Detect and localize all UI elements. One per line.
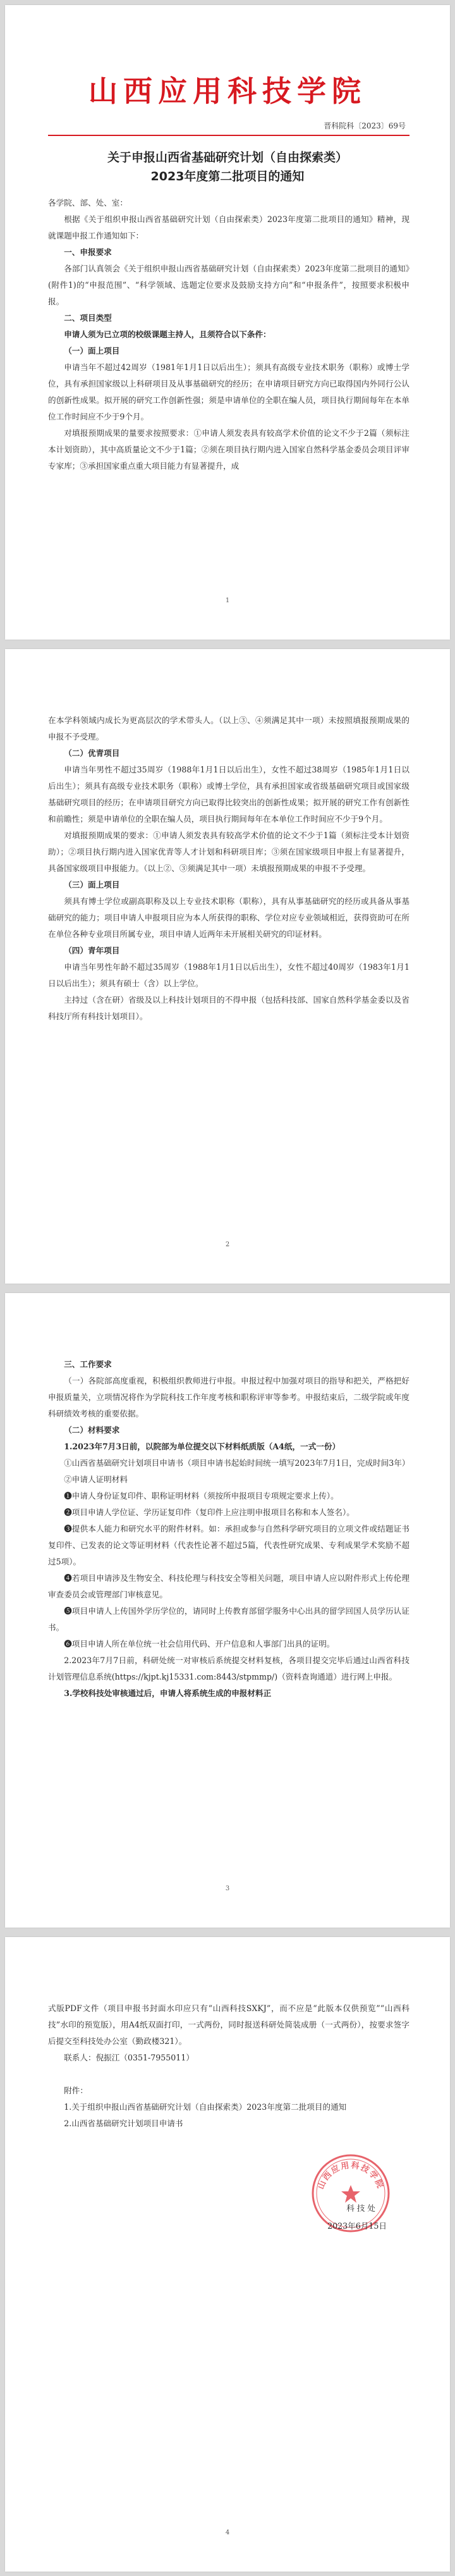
paragraph: 二、项目类型 (64, 313, 112, 323)
paragraph: 2.山西省基础研究计划项目申请书 (64, 2119, 183, 2128)
paragraph: 1.关于组织申报山西省基础研究计划（自由探索类）2023年度第二批项目的通知 (64, 2102, 347, 2112)
paragraph: （二）优青项目 (64, 748, 120, 758)
paragraph: 在本学科领域内成长为更高层次的学术带头人。（以上③、④须满足其中一项）未按照填报预期成果的申报不予受理。 (48, 715, 410, 741)
paragraph: ❶申请人身份证复印件、职称证明材料（须按所申报项目专项规定要求上传）。 (64, 1491, 339, 1501)
paragraph: 对填报预期成果的量要求按照要求：①申请人须发表具有较高学术价值的论文不少于2篇（须标注本计划资助），其中高质量论文不少于1篇；②须在项目执行期内进入国家自然科学基金委员会项目评审专家库；③承担国家重点重大项目能力有显著提升，成 (48, 428, 410, 471)
page-number: 3 (225, 1885, 230, 1892)
paragraph: ❹若项目申请涉及生物安全、科技伦理与科技安全等相关问题，项目申请人应以附件形式上传伦理审查委员会或管理部门审核意见。 (48, 1573, 410, 1599)
document-page-1 (5, 5, 450, 640)
paragraph: 主持过（含在研）省级及以上科技计划项目的不得申报（包括科技部、国家自然科学基金委以及省科技厅所有科技计划项目）。 (48, 995, 410, 1021)
title-line-2: 2023年度第二批项目的通知 (150, 170, 305, 183)
page-1-body (48, 195, 410, 474)
masthead-divider (48, 135, 410, 136)
page-3-body (48, 1356, 410, 1702)
paragraph: 申请当年男性年龄不超过35周岁（1988年1月1日以后出生），女性不超过40周岁（1983年1月1日以后出生）；须具有硕士（含）以上学位。 (48, 962, 410, 988)
paragraph: 联系人：倪振江（0351-7955011） (64, 2053, 194, 2062)
paragraph: 一、申报要求 (64, 247, 112, 257)
paragraph: 1.2023年7月3日前，以院部为单位提交以下材料纸质版（A4纸，一式一份） (64, 1442, 341, 1451)
paragraph: 式版PDF文件（项目申报书封面水印应只有“山西科技SXKJ”，而不应是“此版本仅供预览”“山西科技”水印的预览版），用A4纸双面打印，一式两份，同时报送科研处简装成册（一式两份），按要求签字后提交至科技处办公室（勤政楼321）。 (48, 2003, 410, 2046)
paragraph: 各学院、部、处、室： (48, 198, 128, 207)
paragraph: 须具有博士学位或副高职称及以上专业技术职称（职称），具有从事基础研究的经历或具备从事基础研究的能力；项目申请人申报项目应为本人所获得的职称、学位对应专业领域相近，获得资助可在所在单位各种专业项目所属专业，项目申请人近两年未开展相关研究的印证材料。 (48, 896, 410, 939)
signing-department: 科 技 处 (346, 2203, 375, 2213)
institution-masthead: 山西应用科技学院 (88, 74, 367, 108)
document-title (43, 148, 412, 186)
paragraph: 三、工作要求 (64, 1359, 112, 1369)
paragraph: （一）面上项目 (64, 346, 120, 356)
page-number: 1 (225, 597, 230, 604)
paragraph: 2.2023年7月7日前，科研处统一对审核后系统提交材料复核，各项目提交完毕后通过山西省科技计划管理信息系统(https://kjpt.kj15331.com:8443/stpmmp/)（资料查询通道）进行网上申报。 (48, 1656, 410, 1681)
seal-star-icon (341, 2185, 360, 2203)
page-4-body (48, 2000, 410, 2132)
paragraph: ①山西省基础研究计划项目申请书（项目申请书起始时间统一填写2023年7月1日，完成时间3年） (64, 1458, 410, 1468)
paragraph: 3.学校科技处审核通过后，申请人将系统生成的申报材料正 (64, 1688, 272, 1698)
document-number: 晋科院科〔2023〕69号 (324, 121, 406, 130)
paragraph: 各部门认真领会《关于组织申报山西省基础研究计划（自由探索类）2023年度第二批项目的通知》(附件1)的“申报范围”、“科学领域、选题定位要求及鼓励支持方向”和“申报条件”，按照要求积极申报。 (48, 264, 410, 306)
paragraph: ❻项目申请人所在单位统一社会信用代码、开户信息和人事部门出具的证明。 (64, 1639, 335, 1649)
paragraph: 申请当年不超过42周岁（1981年1月1日以后出生）；须具有高级专业技术职务（职称）或博士学位，具有承担国家级以上科研项目及从事基础研究的经历；在申请项目研究方向已取得国内外同行公认的创新性成果。拟开展的研究工作创新性强；须是申请单位的全职在编人员，项目执行期间每年在本单位工作时间应不少于9个月。 (48, 362, 410, 421)
paragraph: ❷项目申请人学位证、学历证复印件（复印件上应注明申报项目名称和本人签名）。 (64, 1508, 355, 1517)
paragraph: ❺项目申请人上传国外学历学位的，请同时上传教育部留学服务中心出具的留学回国人员学历认证书。 (48, 1606, 410, 1632)
paragraph: 申请当年男性不超过35周岁（1988年1月1日以后出生），女性不超过38周岁（1985年1月1日以后出生）；须具有高级专业技术职务（职称）或博士学位，具有承担国家或省级基础研究项目或国家级基础研究项目的经历；在申请项目研究方向已取得比较突出的创新性成果；拟开展的研究工作有创新性和前瞻性；须是申请单位的全职在编人员，项目执行期间每年在本单位工作时间应不少于9个月。 (48, 765, 410, 824)
paragraph: 附件： (64, 2086, 88, 2095)
document-page-4 (5, 1937, 450, 2572)
document-page-3 (5, 1293, 450, 1928)
paragraph: （二）材料要求 (64, 1425, 120, 1435)
paragraph (48, 2066, 410, 2083)
page-number: 4 (225, 2529, 230, 2536)
signing-date: 2023年6月15日 (327, 2221, 387, 2231)
page-2-body (48, 712, 410, 1025)
title-line-1: 关于申报山西省基础研究计划（自由探索类） (107, 151, 348, 164)
page-number: 2 (225, 1241, 230, 1248)
document-page-2 (5, 649, 450, 1284)
paragraph: ②申请人证明材料 (64, 1475, 128, 1484)
paragraph: 对填报预期成果的要求：①申请人须发表具有较高学术价值的论文不少于1篇（须标注受本计划资助）；②项目执行期内进入国家优青等人才计划和科研项目库；③须在国家级项目申报上有显著提升，具备国家级项目申报能力。（以上②、③须满足其中一项）未填报预期成果的申报不予受理。 (48, 831, 410, 873)
paragraph: 根据《关于组织申报山西省基础研究计划（自由探索类）2023年度第二批项目的通知》精神，现就课题申报工作通知如下： (48, 214, 410, 240)
paragraph: （一）各院部高度重视，积极组织教师进行申报。申报过程中加强对项目的指导和把关，严格把好申报质量关，立项情况将作为学院科技工作年度考核和职称评审等参考。申报结束后，二级学院或年度科研绩效考核的重要依据。 (48, 1376, 410, 1418)
seal-text: 山西应用科技学院 (316, 2160, 385, 2191)
paragraph: 申请人须为已立项的校级课题主持人，且须符合以下条件： (64, 330, 271, 339)
paragraph: （四）青年项目 (64, 946, 120, 955)
paragraph: ❸提供本人能力和研究水平的附件材料。如：承担或参与自然科学研究项目的立项文件或结题证书复印件、已发表的论文等证明材料（代表性论著不超过5篇，代表性研究成果、专利成果学术奖励不超过5项）。 (48, 1524, 410, 1566)
paragraph: （三）面上项目 (64, 880, 120, 889)
